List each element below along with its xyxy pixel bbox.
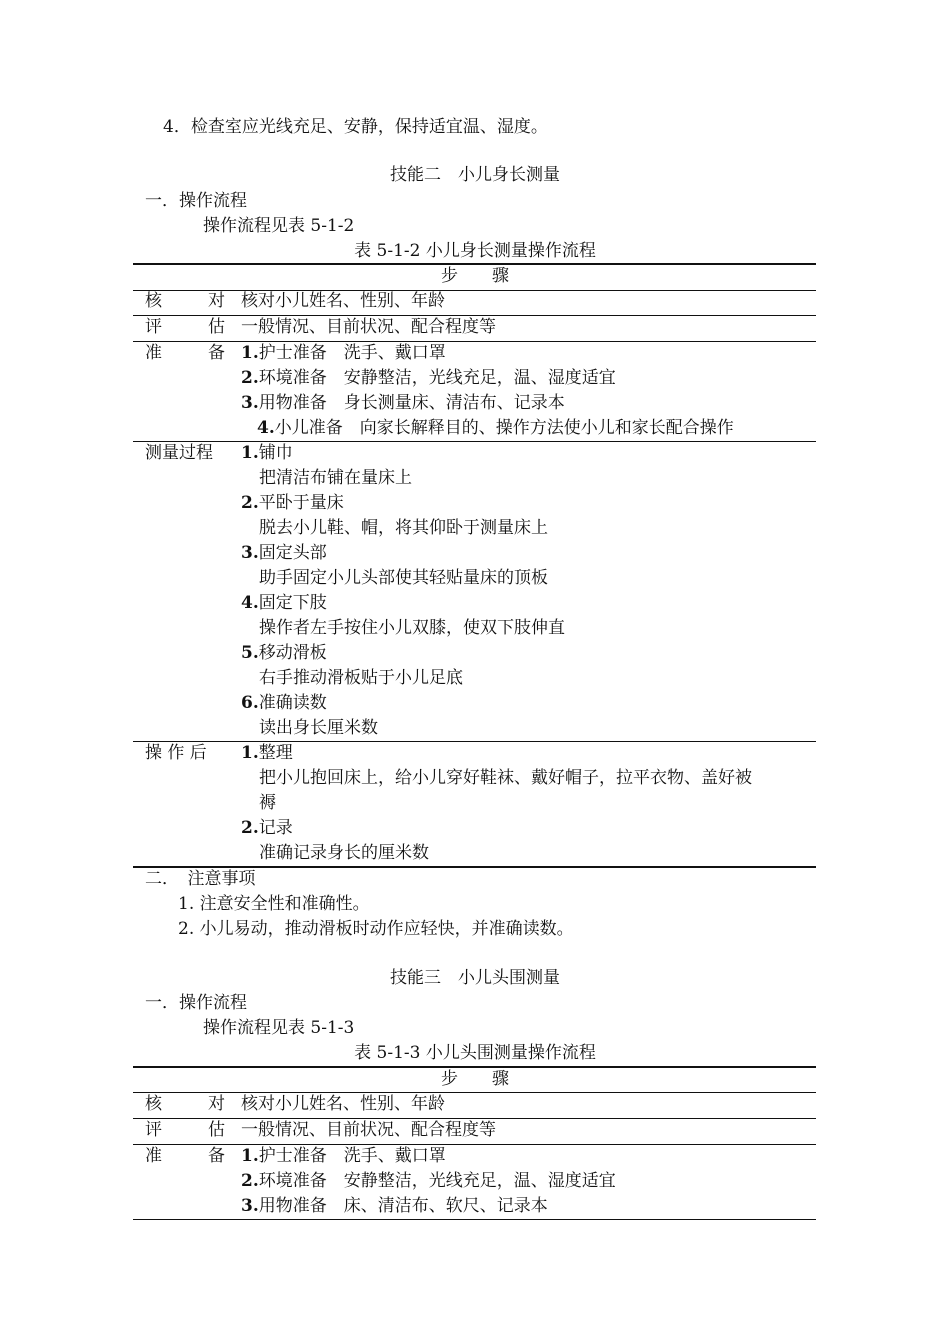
row-text-assess: 一般情况、目前状况、配合程度等 [241, 1120, 496, 1140]
process-step-detail: 读出身长厘米数 [259, 718, 378, 738]
table-header: 步 骤 [441, 266, 509, 286]
note-item: 1. 注意安全性和准确性。 [178, 894, 370, 914]
process-step-title: 3.固定头部 [241, 543, 327, 563]
process-step-detail: 操作者左手按住小儿双膝，使双下肢伸直 [259, 618, 565, 638]
process-step-title: 2.平卧于量床 [241, 493, 344, 513]
row-text-verify: 核对小儿姓名、性别、年龄 [241, 291, 445, 311]
note-item: 2. 小儿易动，推动滑板时动作应轻快，并准确读数。 [178, 919, 574, 939]
table-rule [133, 290, 816, 291]
process-step-title: 4.固定下肢 [241, 593, 327, 613]
prepare-item: 1.护士准备 洗手、戴口罩 [241, 343, 446, 363]
process-step-detail: 助手固定小儿头部使其轻贴量床的顶板 [259, 568, 548, 588]
skill2-title: 技能二 小儿身长测量 [390, 165, 560, 185]
row-label-prepare: 准 备 [145, 343, 225, 363]
skill2-section1-heading: 一．操作流程 [145, 191, 247, 211]
prepare-item: 2.环境准备 安静整洁，光线充足，温、湿度适宜 [241, 1171, 616, 1191]
table-rule [133, 1144, 816, 1145]
prepare-item: 4.小儿准备 向家长解释目的、操作方法使小儿和家长配合操作 [257, 418, 734, 438]
row-text-verify: 核对小儿姓名、性别、年龄 [241, 1094, 445, 1114]
table-rule [133, 341, 816, 342]
process-step-title: 1.铺巾 [241, 443, 293, 463]
process-step-title: 6.准确读数 [241, 693, 327, 713]
process-step-detail: 右手推动滑板贴于小儿足底 [259, 668, 463, 688]
table-rule [133, 1219, 816, 1220]
after-step-title: 1.整理 [241, 743, 293, 763]
table-header: 步 骤 [441, 1069, 509, 1089]
skill3-title: 技能三 小儿头围测量 [390, 968, 560, 988]
skill2-section1-ref: 操作流程见表 5-1-2 [203, 216, 355, 236]
table-rule [133, 1092, 816, 1093]
skill2-section2-heading: 二． 注意事项 [145, 869, 256, 889]
row-label-process: 测量过程 [145, 443, 213, 463]
after-step-detail: 褥 [259, 793, 276, 813]
intro-item: 4．检查室应光线充足、安静，保持适宜温、湿度。 [163, 117, 548, 137]
row-label-verify: 核 对 [145, 1094, 225, 1114]
after-step-detail: 把小儿抱回床上，给小儿穿好鞋袜、戴好帽子，拉平衣物、盖好被 [259, 768, 752, 788]
prepare-item: 1.护士准备 洗手、戴口罩 [241, 1146, 446, 1166]
after-step-detail: 准确记录身长的厘米数 [259, 843, 429, 863]
row-label-assess: 评 估 [145, 317, 225, 337]
row-label-verify: 核 对 [145, 291, 225, 311]
prepare-item: 3.用物准备 床、清洁布、软尺、记录本 [241, 1196, 548, 1216]
skill3-table-caption: 表 5-1-3 小儿头围测量操作流程 [354, 1043, 596, 1063]
table-rule [133, 441, 816, 442]
row-label-after: 操 作 后 [145, 743, 207, 763]
after-step-title: 2.记录 [241, 818, 293, 838]
skill2-table-caption: 表 5-1-2 小儿身长测量操作流程 [354, 241, 596, 261]
prepare-item: 2.环境准备 安静整洁，光线充足，温、湿度适宜 [241, 368, 616, 388]
table-rule [133, 741, 816, 742]
prepare-item: 3.用物准备 身长测量床、清洁布、记录本 [241, 393, 565, 413]
row-label-assess: 评 估 [145, 1120, 225, 1140]
process-step-detail: 脱去小儿鞋、帽，将其仰卧于测量床上 [259, 518, 548, 538]
process-step-title: 5.移动滑板 [241, 643, 327, 663]
row-text-assess: 一般情况、目前状况、配合程度等 [241, 317, 496, 337]
skill3-section1-ref: 操作流程见表 5-1-3 [203, 1018, 355, 1038]
process-step-detail: 把清洁布铺在量床上 [259, 468, 412, 488]
row-label-prepare: 准 备 [145, 1146, 225, 1166]
skill3-section1-heading: 一．操作流程 [145, 993, 247, 1013]
